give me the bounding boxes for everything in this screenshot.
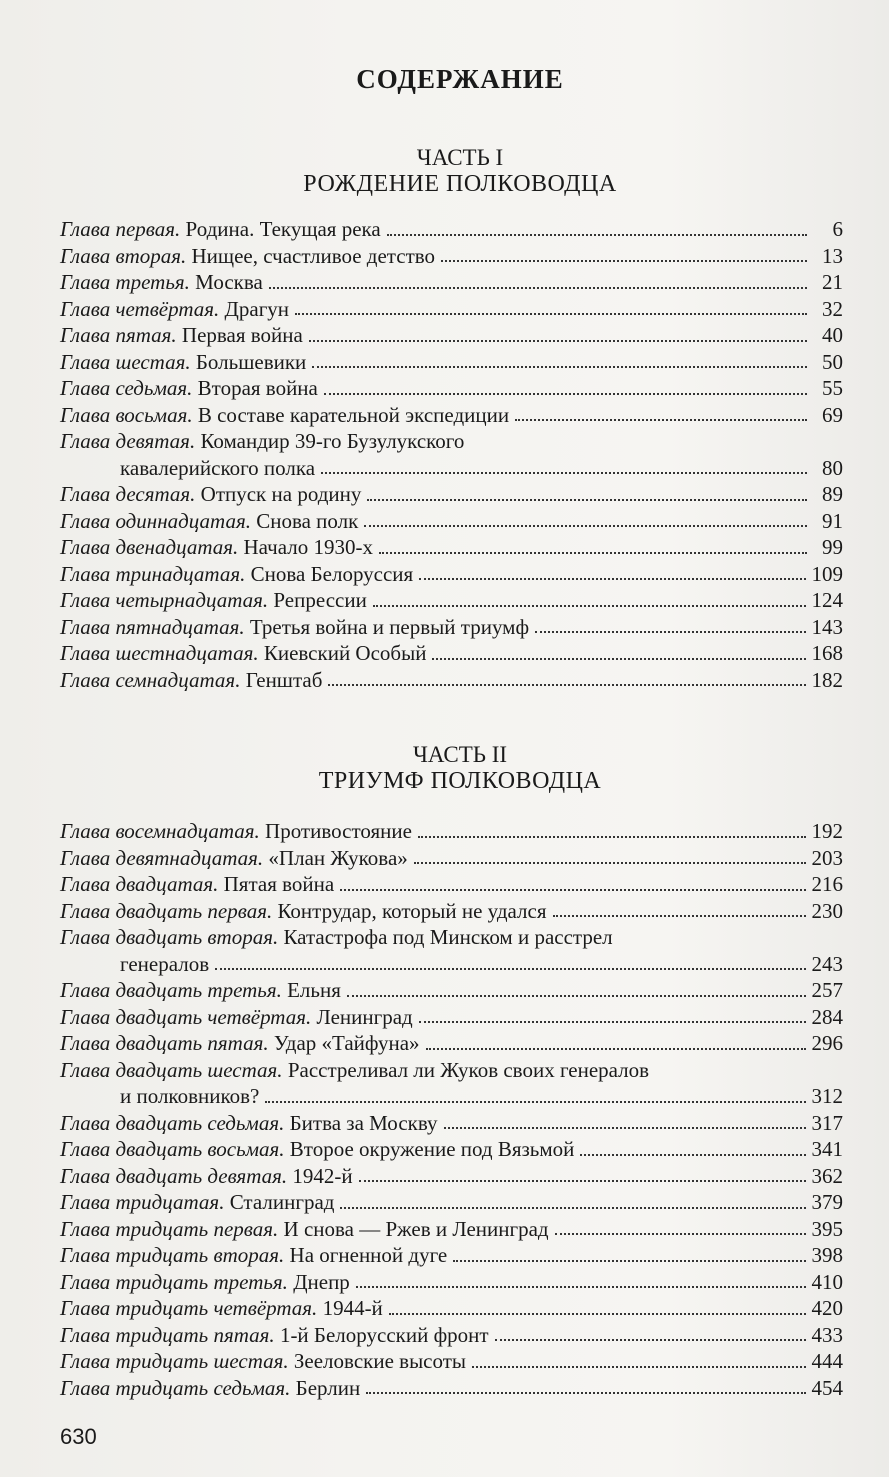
toc-entry (60, 1269, 843, 1296)
toc-entry (60, 1348, 843, 1375)
toc-entry (60, 1322, 843, 1349)
toc-entry-text (60, 871, 334, 898)
dot-leader (340, 889, 805, 891)
toc-entry-text (60, 1216, 549, 1243)
toc-entry-text (60, 296, 289, 323)
toc-entry (60, 845, 843, 872)
toc-entry-line (60, 667, 322, 694)
toc-entry-line (60, 1348, 466, 1375)
toc-entry-text (60, 1189, 334, 1216)
toc-entry (60, 614, 843, 641)
chapter-label: Глава тридцать третья. (60, 1269, 288, 1294)
chapter-label: Глава шестая. (60, 349, 191, 374)
dot-leader (389, 1313, 806, 1315)
dot-leader (265, 1101, 805, 1103)
chapter-label: Глава четвёртая. (60, 296, 220, 321)
toc-entry-line (60, 269, 263, 296)
toc-entry-text (60, 1110, 438, 1137)
toc-entry-line (60, 1057, 812, 1084)
chapter-label: Глава семнадцатая. (60, 667, 241, 692)
toc-entry-text (60, 322, 303, 349)
chapter-title: Репрессии (273, 588, 367, 612)
toc-entry (60, 1110, 843, 1137)
chapter-label: Глава тридцатая. (60, 1190, 225, 1214)
toc-entry-text (60, 1269, 350, 1296)
chapter-label: Глава восьмая. (60, 402, 193, 427)
chapter-page-number: 454 (811, 1375, 843, 1400)
toc-entry-line (60, 1295, 383, 1322)
chapter-page-number: 32 (822, 296, 843, 321)
toc-entry (60, 1030, 843, 1057)
chapter-label: Глава тридцать шестая. (60, 1349, 289, 1373)
chapter-label: Глава девятнадцатая. (60, 845, 264, 870)
chapter-title: Пятая война (223, 872, 335, 896)
chapter-label: Глава восемнадцатая. (60, 819, 260, 843)
toc-entry (60, 1242, 843, 1269)
toc-entry (60, 924, 843, 977)
toc-entry-line (60, 216, 381, 243)
chapter-label: Глава вторая. (60, 243, 187, 268)
chapter-label: Глава двадцать четвёртая. (60, 1004, 312, 1029)
chapter-label: Глава девятая. (60, 429, 196, 453)
chapter-title: 1944-й (322, 1296, 383, 1320)
chapter-page-number: 182 (811, 667, 843, 692)
dot-leader (453, 1260, 805, 1262)
chapter-page-number: 317 (811, 1110, 843, 1135)
toc-entry (60, 871, 843, 898)
dot-leader (324, 393, 807, 395)
dot-leader (321, 472, 807, 474)
toc-entry-line (60, 1242, 447, 1269)
chapter-title: Удар «Тайфуна» (273, 1031, 420, 1055)
toc-entry (60, 243, 843, 270)
toc-entry-text (60, 845, 408, 872)
toc-entry (60, 1136, 843, 1163)
toc-entry-line (60, 924, 812, 951)
toc-entry (60, 640, 843, 667)
toc-entry-text (60, 1322, 489, 1349)
chapter-label: Глава двадцать седьмая. (60, 1110, 285, 1135)
dot-leader (432, 658, 805, 660)
chapter-title: Второе окружение под Вязьмой (289, 1137, 575, 1161)
chapter-label: Глава двадцать шестая. (60, 1057, 283, 1082)
toc-entry-line (60, 1110, 438, 1137)
dot-leader (340, 1207, 805, 1209)
chapter-page-number: 341 (811, 1137, 843, 1161)
chapter-page-number: 21 (822, 270, 843, 294)
dot-leader (387, 234, 807, 236)
chapter-label: Глава тридцать пятая. (60, 1322, 275, 1347)
toc-entry-line (60, 818, 412, 845)
toc-entry-text (60, 977, 341, 1004)
chapter-page-number: 69 (822, 402, 843, 427)
chapter-page-number: 143 (811, 614, 843, 639)
toc-entry-text (60, 534, 373, 561)
chapter-title: Командир 39-го Бузулукского (200, 429, 465, 453)
toc-entry-text (60, 375, 318, 402)
chapter-title: Драгун (224, 296, 290, 321)
dot-leader (419, 1021, 806, 1023)
toc-entry-text (60, 402, 509, 429)
chapter-label: Глава двадцать вторая. (60, 925, 279, 949)
toc-entry-line (60, 1375, 360, 1402)
chapter-title: Третья война и первый триумф (249, 614, 530, 639)
chapter-page-number: 379 (811, 1190, 843, 1214)
dot-leader (215, 968, 805, 970)
chapter-page-number: 124 (811, 588, 843, 612)
chapter-label: Глава шестнадцатая. (60, 641, 259, 665)
chapter-title: «План Жукова» (268, 845, 408, 870)
toc-entry (60, 1216, 843, 1243)
dot-leader (535, 631, 805, 633)
chapter-title: В составе карательной экспедиции (197, 402, 510, 427)
chapter-label: Глава двадцать первая. (60, 898, 273, 923)
part-2-number: ЧАСТЬ II (412, 742, 508, 767)
chapter-page-number: 398 (811, 1243, 843, 1267)
chapter-label: Глава одиннадцатая. (60, 508, 251, 533)
toc-entry-line (60, 1004, 413, 1031)
toc-entry-line (60, 614, 529, 641)
chapter-label: Глава двадцать третья. (60, 978, 282, 1002)
dot-leader (495, 1339, 806, 1341)
toc-entry-text (60, 614, 529, 641)
dot-leader (356, 1286, 806, 1288)
chapter-label: Глава тринадцатая. (60, 561, 246, 586)
chapter-title: 1-й Белорусский фронт (279, 1322, 489, 1347)
toc-entry (60, 375, 843, 402)
toc-entry-line (60, 871, 334, 898)
dot-leader (347, 995, 806, 997)
chapter-title: Противостояние (265, 819, 412, 843)
toc-entry-text (60, 508, 358, 535)
chapter-label: Глава двенадцатая. (60, 535, 239, 559)
chapter-page-number: 50 (822, 349, 843, 374)
toc-entry-text (60, 1295, 383, 1322)
toc-entry-line (60, 349, 306, 376)
toc-entry-text (60, 1004, 413, 1031)
toc-entry (60, 216, 843, 243)
part-1-title: РОЖДЕНИЕ ПОЛКОВОДЦА (303, 171, 617, 197)
chapter-label: Глава пятая. (60, 323, 177, 347)
chapter-page-number: 395 (811, 1216, 843, 1241)
toc-entry (60, 1163, 843, 1190)
toc-entry (60, 977, 843, 1004)
toc-entry-text (60, 898, 547, 925)
chapter-label: Глава двадцать пятая. (60, 1031, 269, 1055)
dot-leader (418, 836, 806, 838)
chapter-title: Контрудар, который не удался (277, 898, 547, 923)
toc-entry-line (60, 481, 361, 508)
toc-entry-text (60, 349, 306, 376)
chapter-title: Битва за Москву (289, 1110, 438, 1135)
dot-leader (309, 340, 807, 342)
toc-entry-text (60, 1136, 574, 1163)
toc-entry-line (60, 561, 413, 588)
toc-entry-line (60, 1136, 574, 1163)
chapter-page-number: 6 (832, 217, 843, 241)
toc-entry-line (60, 322, 303, 349)
chapter-label: Глава первая. (60, 217, 181, 241)
part-1-number: ЧАСТЬ I (416, 145, 504, 170)
toc-entry-line (60, 508, 358, 535)
toc-entry-line (60, 243, 435, 270)
dot-leader (373, 605, 806, 607)
chapter-page-number: 284 (811, 1004, 843, 1029)
toc-entry (60, 481, 843, 508)
dot-leader (359, 1180, 806, 1182)
toc-entry-line (60, 375, 318, 402)
chapter-page-number: 257 (811, 978, 843, 1002)
chapter-title: 1942-й (292, 1163, 353, 1188)
chapter-title: Большевики (195, 349, 307, 374)
chapter-title-continued: и полковников? (120, 1084, 260, 1108)
toc-entry-line (60, 534, 373, 561)
chapter-title: Сталинград (229, 1190, 335, 1214)
chapter-title: Киевский Особый (263, 641, 427, 665)
toc-entry-text (60, 640, 426, 667)
dot-leader (364, 525, 807, 527)
chapter-title: Снова полк (256, 508, 359, 533)
toc-entry-text (60, 481, 361, 508)
chapter-label: Глава пятнадцатая. (60, 614, 245, 639)
chapter-title: Днепр (293, 1269, 350, 1294)
part-2-title: ТРИУМФ ПОЛКОВОДЦА (318, 768, 602, 794)
toc-entry-line (60, 1322, 489, 1349)
chapter-label: Глава четырнадцатая. (60, 588, 269, 612)
toc-entry-line (60, 1269, 350, 1296)
chapter-label: Глава тридцать четвёртая. (60, 1296, 318, 1320)
chapter-title: Генштаб (245, 667, 323, 692)
toc-entry (60, 587, 843, 614)
dot-leader (441, 260, 807, 262)
chapter-title: Ельня (287, 978, 341, 1002)
toc-entry (60, 818, 843, 845)
chapter-title: Отпуск на родину (200, 482, 362, 506)
dot-leader (444, 1127, 806, 1129)
chapter-page-number: 433 (811, 1322, 843, 1347)
toc-entry (60, 1375, 843, 1402)
toc-entry-text (60, 818, 412, 845)
toc-entry-text (60, 1030, 420, 1057)
dot-leader (366, 1392, 805, 1394)
toc-entry (60, 561, 843, 588)
chapter-page-number: 410 (811, 1269, 843, 1294)
chapter-label: Глава тридцать седьмая. (60, 1375, 291, 1400)
toc-entry-line (60, 977, 341, 1004)
toc-entry (60, 898, 843, 925)
toc-entry (60, 1004, 843, 1031)
part-1-heading (0, 144, 889, 198)
chapter-title: И снова — Ржев и Ленинград (283, 1216, 549, 1241)
chapter-page-number: 203 (811, 845, 843, 870)
toc-entry-text (60, 1348, 466, 1375)
toc-entry-text (60, 1163, 353, 1190)
chapter-page-number: 216 (811, 872, 843, 896)
toc-entry (60, 1189, 843, 1216)
part-2-heading (0, 741, 889, 795)
toc-part-2 (60, 818, 843, 1401)
dot-leader (555, 1233, 806, 1235)
chapter-title: Снова Белоруссия (250, 561, 414, 586)
chapter-page-number: 230 (811, 898, 843, 923)
chapter-page-number: 109 (811, 561, 843, 586)
page-title: СОДЕРЖАНИЕ (356, 64, 564, 94)
chapter-label: Глава тридцать вторая. (60, 1243, 285, 1267)
chapter-title: Зееловские высоты (293, 1349, 467, 1373)
chapter-page-number: 420 (811, 1296, 843, 1320)
toc-entry (60, 322, 843, 349)
dot-leader (515, 419, 807, 421)
chapter-title: Первая война (181, 323, 303, 347)
dot-leader (414, 862, 806, 864)
chapter-page-number: 243 (811, 951, 843, 976)
toc-entry (60, 667, 843, 694)
dot-leader (379, 552, 807, 554)
chapter-title: Расстреливал ли Жуков своих генералов (287, 1057, 650, 1082)
toc-entry (60, 402, 843, 429)
chapter-title-continued: кавалерийского полка (120, 455, 316, 480)
toc-entry (60, 428, 843, 481)
toc-entry (60, 269, 843, 296)
toc-entry (60, 349, 843, 376)
chapter-title: Вторая война (197, 376, 318, 400)
dot-leader (472, 1366, 805, 1368)
chapter-title: Ленинград (316, 1004, 413, 1029)
chapter-title: Начало 1930-х (243, 535, 373, 559)
chapter-page-number: 168 (811, 641, 843, 665)
chapter-title-continued: генералов (120, 951, 210, 976)
chapter-page-number: 91 (822, 508, 843, 533)
chapter-page-number: 296 (811, 1031, 843, 1055)
toc-entry-text (60, 1375, 360, 1402)
chapter-label: Глава двадцать восьмая. (60, 1137, 285, 1161)
toc-entry (60, 1057, 843, 1110)
chapter-page-number: 312 (811, 1084, 843, 1108)
toc-part-1 (60, 216, 843, 693)
dot-leader (295, 313, 807, 315)
chapter-title: Москва (195, 270, 263, 294)
dot-leader (269, 287, 807, 289)
dot-leader (328, 684, 805, 686)
chapter-title: Катастрофа под Минском и расстрел (283, 925, 613, 949)
toc-entry-text (60, 243, 435, 270)
toc-entry-text (60, 216, 381, 243)
toc-entry-line (60, 1216, 549, 1243)
toc-entry-line (60, 845, 408, 872)
dot-leader (312, 366, 807, 368)
chapter-page-number: 362 (811, 1163, 843, 1188)
toc-entry-line (60, 402, 509, 429)
chapter-page-number: 89 (822, 482, 843, 506)
chapter-label: Глава тридцать первая. (60, 1216, 279, 1241)
chapter-page-number: 444 (811, 1349, 843, 1373)
chapter-title: Берлин (295, 1375, 361, 1400)
toc-entry (60, 508, 843, 535)
chapter-page-number: 80 (822, 455, 843, 480)
chapter-label: Глава третья. (60, 270, 190, 294)
chapter-page-number: 40 (822, 323, 843, 347)
toc-entry-line (60, 1030, 420, 1057)
toc-entry-text (60, 667, 322, 694)
dot-leader (367, 499, 807, 501)
toc-entry (60, 1295, 843, 1322)
chapter-label: Глава двадцатая. (60, 872, 219, 896)
chapter-title: На огненной дуге (289, 1243, 448, 1267)
toc-entry (60, 296, 843, 323)
chapter-label: Глава седьмая. (60, 376, 193, 400)
page-number: 630 (60, 1424, 97, 1449)
chapter-page-number: 192 (811, 819, 843, 843)
dot-leader (419, 578, 805, 580)
chapter-page-number: 55 (822, 376, 843, 400)
toc-entry-text (60, 1242, 447, 1269)
dot-leader (426, 1048, 806, 1050)
toc-entry-text (60, 587, 367, 614)
toc-entry-text (60, 561, 413, 588)
toc-entry-line (60, 296, 289, 323)
toc-entry-text (60, 269, 263, 296)
toc-entry-line (60, 1189, 334, 1216)
dot-leader (580, 1154, 805, 1156)
dot-leader (553, 915, 806, 917)
toc-entry-line (60, 898, 547, 925)
chapter-title: Нищее, счастливое детство (191, 243, 436, 268)
chapter-title: Родина. Текущая река (185, 217, 381, 241)
chapter-label: Глава десятая. (60, 482, 196, 506)
toc-entry-line (60, 1163, 353, 1190)
toc-entry-line (60, 640, 426, 667)
chapter-label: Глава двадцать девятая. (60, 1163, 288, 1188)
chapter-page-number: 99 (822, 535, 843, 559)
toc-entry (60, 534, 843, 561)
chapter-page-number: 13 (822, 243, 843, 268)
toc-entry-line (60, 428, 813, 455)
toc-entry-line (60, 587, 367, 614)
